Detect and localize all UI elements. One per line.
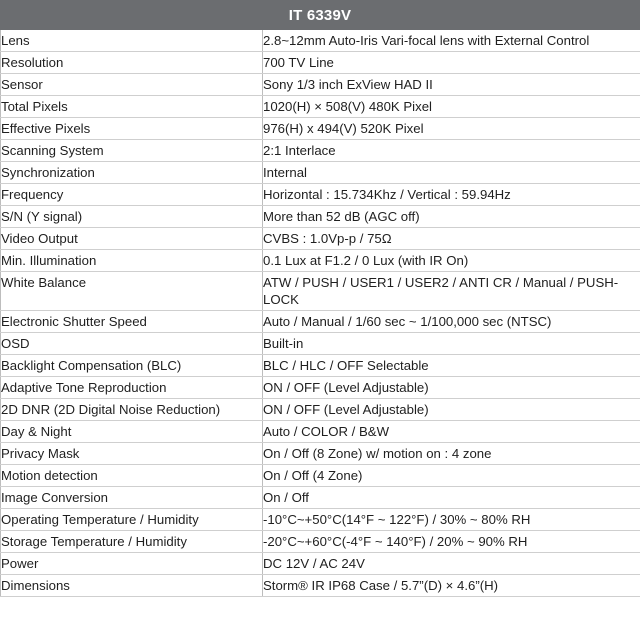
spec-label-text: Power xyxy=(1,556,39,571)
spec-label-text: Resolution xyxy=(1,55,64,70)
spec-label-text: 2D DNR (2D Digital Noise Reduction) xyxy=(1,402,221,417)
table-row xyxy=(1,96,640,118)
spec-value-text: On / Off (4 Zone) xyxy=(263,468,363,483)
spec-value-cell xyxy=(263,74,640,96)
spec-value-text: CVBS : 1.0Vp-p / 75Ω xyxy=(263,231,392,246)
table-row xyxy=(1,399,640,421)
spec-value-text: Sony 1/3 inch ExView HAD II xyxy=(263,77,433,92)
table-row xyxy=(1,162,640,184)
spec-value-text: Internal xyxy=(263,165,307,180)
table-row xyxy=(1,228,640,250)
table-row xyxy=(1,333,640,355)
table-row xyxy=(1,509,640,531)
spec-label-cell xyxy=(1,272,263,311)
spec-value-cell xyxy=(263,333,640,355)
table-row xyxy=(1,272,640,311)
spec-label-cell xyxy=(1,355,263,377)
spec-label-cell xyxy=(1,96,263,118)
spec-label-text: Day & Night xyxy=(1,424,72,439)
spec-label-cell xyxy=(1,333,263,355)
spec-value-cell xyxy=(263,311,640,333)
table-row xyxy=(1,355,640,377)
spec-label-cell xyxy=(1,206,263,228)
table-row xyxy=(1,311,640,333)
spec-label-text: Frequency xyxy=(1,187,64,202)
spec-value-cell xyxy=(263,118,640,140)
spec-label-cell xyxy=(1,531,263,553)
spec-value-cell xyxy=(263,465,640,487)
spec-label-cell xyxy=(1,140,263,162)
spec-value-cell xyxy=(263,443,640,465)
spec-label-text: OSD xyxy=(1,336,30,351)
spec-label-cell xyxy=(1,575,263,597)
spec-value-text: 0.1 Lux at F1.2 / 0 Lux (with IR On) xyxy=(263,253,469,268)
table-row xyxy=(1,531,640,553)
spec-value-cell xyxy=(263,575,640,597)
table-row xyxy=(1,250,640,272)
spec-value-cell xyxy=(263,355,640,377)
spec-label-cell xyxy=(1,553,263,575)
spec-value-text: 700 TV Line xyxy=(263,55,334,70)
spec-label-cell xyxy=(1,421,263,443)
spec-value-cell xyxy=(263,162,640,184)
spec-value-text: ATW / PUSH / USER1 / USER2 / ANTI CR / Manual / PUSH-LOCK xyxy=(263,275,619,307)
spec-value-text: DC 12V / AC 24V xyxy=(263,556,365,571)
spec-value-cell xyxy=(263,250,640,272)
spec-value-text: ON / OFF (Level Adjustable) xyxy=(263,380,429,395)
spec-label-text: Motion detection xyxy=(1,468,98,483)
table-row xyxy=(1,206,640,228)
spec-value-text: -20°C~+60°C(-4°F ~ 140°F) / 20% ~ 90% RH xyxy=(263,534,528,549)
spec-value-cell xyxy=(263,509,640,531)
spec-value-cell xyxy=(263,272,640,311)
spec-label-text: Synchronization xyxy=(1,165,95,180)
spec-label-text: Total Pixels xyxy=(1,99,68,114)
spec-label-text: Operating Temperature / Humidity xyxy=(1,512,199,527)
spec-label-text: Video Output xyxy=(1,231,78,246)
table-row xyxy=(1,553,640,575)
table-row xyxy=(1,74,640,96)
table-row xyxy=(1,465,640,487)
specifications-table-body xyxy=(1,30,640,597)
spec-label-cell xyxy=(1,30,263,52)
spec-value-cell xyxy=(263,140,640,162)
table-row xyxy=(1,377,640,399)
product-title-bar xyxy=(0,0,640,30)
spec-value-cell xyxy=(263,531,640,553)
spec-label-cell xyxy=(1,250,263,272)
spec-value-text: 976(H) x 494(V) 520K Pixel xyxy=(263,121,424,136)
spec-label-text: White Balance xyxy=(1,275,87,290)
spec-value-cell xyxy=(263,487,640,509)
spec-value-text: On / Off (8 Zone) w/ motion on : 4 zone xyxy=(263,446,492,461)
spec-label-text: S/N (Y signal) xyxy=(1,209,83,224)
specifications-table xyxy=(0,30,640,597)
spec-value-text: Auto / COLOR / B&W xyxy=(263,424,390,439)
spec-value-cell xyxy=(263,228,640,250)
spec-label-text: Backlight Compensation (BLC) xyxy=(1,358,182,373)
spec-label-cell xyxy=(1,228,263,250)
spec-label-text: Effective Pixels xyxy=(1,121,91,136)
spec-value-text: Built-in xyxy=(263,336,304,351)
spec-value-text: Auto / Manual / 1/60 sec ~ 1/100,000 sec (NTSC) xyxy=(263,314,552,329)
table-row xyxy=(1,443,640,465)
spec-label-cell xyxy=(1,311,263,333)
spec-label-cell xyxy=(1,465,263,487)
spec-label-text: Electronic Shutter Speed xyxy=(1,314,147,329)
spec-label-cell xyxy=(1,443,263,465)
spec-value-cell xyxy=(263,206,640,228)
spec-label-text: Min. Illumination xyxy=(1,253,97,268)
spec-value-cell xyxy=(263,553,640,575)
spec-value-cell xyxy=(263,421,640,443)
spec-value-text: Horizontal : 15.734Khz / Vertical : 59.94Hz xyxy=(263,187,511,202)
spec-value-cell xyxy=(263,30,640,52)
spec-value-text: 2.8~12mm Auto-Iris Vari-focal lens with External Control xyxy=(263,33,590,48)
spec-label-text: Lens xyxy=(1,33,30,48)
table-row xyxy=(1,575,640,597)
spec-label-text: Image Conversion xyxy=(1,490,109,505)
spec-value-cell xyxy=(263,377,640,399)
spec-value-text: On / Off xyxy=(263,490,309,505)
spec-value-text: 1020(H) × 508(V) 480K Pixel xyxy=(263,99,432,114)
spec-label-cell xyxy=(1,184,263,206)
spec-value-text: BLC / HLC / OFF Selectable xyxy=(263,358,429,373)
spec-value-cell xyxy=(263,184,640,206)
spec-label-cell xyxy=(1,509,263,531)
spec-value-text: 2:1 Interlace xyxy=(263,143,336,158)
spec-label-cell xyxy=(1,74,263,96)
spec-value-cell xyxy=(263,399,640,421)
spec-value-cell xyxy=(263,96,640,118)
spec-label-text: Storage Temperature / Humidity xyxy=(1,534,187,549)
table-row xyxy=(1,184,640,206)
table-row xyxy=(1,140,640,162)
table-row xyxy=(1,487,640,509)
spec-label-text: Adaptive Tone Reproduction xyxy=(1,380,167,395)
spec-value-text: Storm® IR IP68 Case / 5.7”(D) × 4.6”(H) xyxy=(263,578,499,593)
spec-label-text: Privacy Mask xyxy=(1,446,80,461)
spec-label-text: Sensor xyxy=(1,77,43,92)
spec-label-cell xyxy=(1,52,263,74)
spec-label-cell xyxy=(1,118,263,140)
table-row xyxy=(1,118,640,140)
spec-label-cell xyxy=(1,487,263,509)
table-row xyxy=(1,421,640,443)
table-row xyxy=(1,52,640,74)
spec-label-cell xyxy=(1,377,263,399)
spec-label-cell xyxy=(1,162,263,184)
spec-label-text: Scanning System xyxy=(1,143,104,158)
spec-label-text: Dimensions xyxy=(1,578,70,593)
spec-value-text: -10°C~+50°C(14°F ~ 122°F) / 30% ~ 80% RH xyxy=(263,512,531,527)
spec-value-text: More than 52 dB (AGC off) xyxy=(263,209,420,224)
spec-label-cell xyxy=(1,399,263,421)
table-row xyxy=(1,30,640,52)
spec-value-text: ON / OFF (Level Adjustable) xyxy=(263,402,429,417)
page-title: IT 6339V xyxy=(288,6,352,24)
spec-value-cell xyxy=(263,52,640,74)
